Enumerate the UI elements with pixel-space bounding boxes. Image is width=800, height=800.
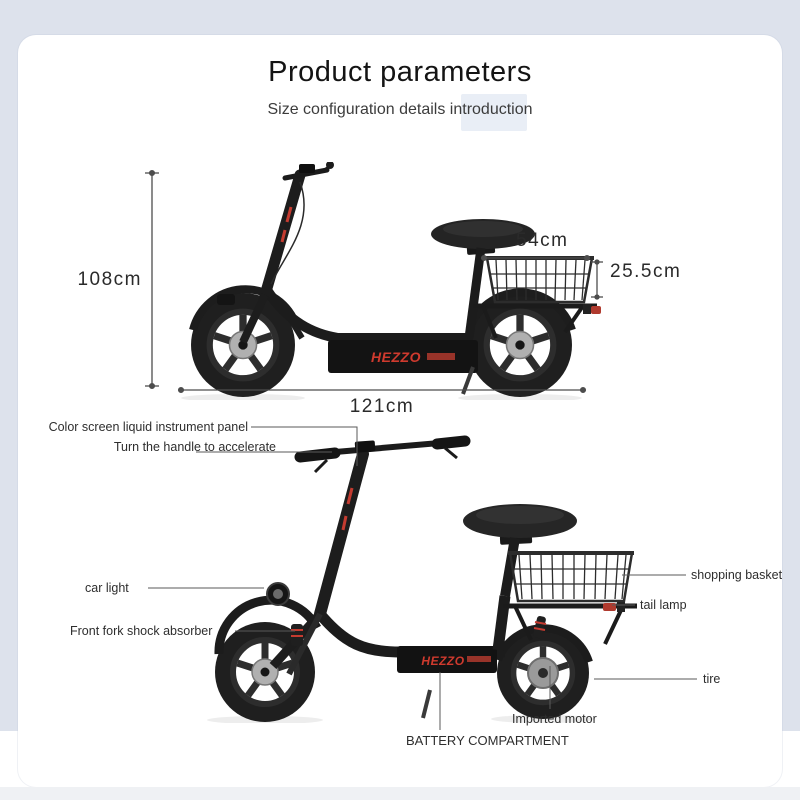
brand-logo: HEZZO: [371, 349, 421, 365]
front-fork-label: Front fork shock absorber: [70, 624, 213, 638]
instrument-panel-label: Color screen liquid instrument panel: [48, 420, 248, 434]
brake-lever: [315, 460, 327, 472]
hub-bolt: [538, 668, 548, 678]
basket-depth-dimension-label: 25.5cm: [610, 261, 682, 282]
page-subtitle: Size configuration details introduction: [267, 101, 533, 118]
tail-lamp-bracket: [617, 601, 625, 612]
length-dimension-label: 121cm: [349, 396, 415, 417]
scooter-side-view-image: [163, 162, 608, 400]
shopping-basket: [508, 553, 634, 601]
imported-motor-label: Imported motor: [512, 712, 597, 726]
left-grip: [300, 453, 335, 457]
bottom-strip: [0, 787, 800, 800]
tail-lamp: [603, 603, 616, 611]
tail-lamp-bracket: [583, 304, 591, 314]
steering-column: [320, 454, 363, 614]
headlight-lens: [273, 589, 283, 599]
battery-compartment-label: BATTERY COMPARTMENT: [406, 733, 569, 748]
car-light-label: car light: [85, 581, 129, 595]
tire-label: tire: [703, 672, 721, 686]
height-dimension-label: 108cm: [77, 269, 142, 290]
seat-sheen: [443, 221, 523, 237]
instrument-display: [299, 164, 315, 173]
right-throttle-grip: [437, 441, 465, 444]
brand-mark: [427, 353, 455, 360]
instrument-display: [355, 440, 376, 452]
tail-lamp-label: tail lamp: [640, 598, 687, 612]
seat-sheen: [476, 506, 564, 524]
kickstand: [423, 690, 430, 718]
shopping-basket-label: shopping basket: [691, 568, 783, 582]
tail-lamp: [591, 306, 601, 314]
headlight: [217, 294, 235, 305]
page-title: Product parameters: [268, 56, 532, 88]
basket-width-dimension-label: 54cm: [516, 230, 569, 251]
scooter-front-view-image: [205, 428, 655, 723]
brake-lever: [445, 448, 457, 458]
throttle-label: Turn the handle to accelerate: [113, 440, 276, 454]
brand-logo: HEZZO: [421, 654, 465, 668]
brand-mark: [467, 656, 491, 662]
